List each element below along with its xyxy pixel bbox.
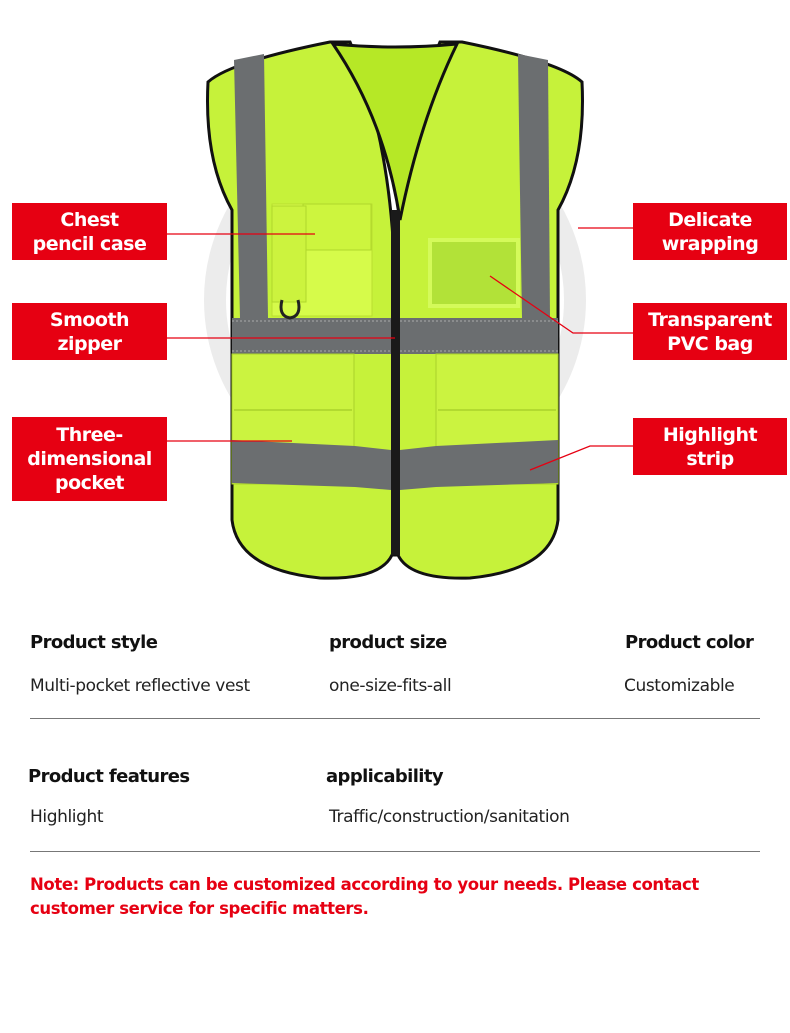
spec-value-size: one-size-fits-all [329,676,452,696]
pvc-pocket [430,240,518,306]
spec-value-applicability: Traffic/construction/sanitation [329,807,570,827]
callout-delicate-wrapping: Delicate wrapping [633,203,787,260]
customization-note: Note: Products can be customized according to your needs. Please contact customer service for specific matters. [30,875,699,918]
divider [30,851,760,852]
right-shoulder-strip [518,54,550,318]
spec-value-color: Customizable [624,676,735,696]
divider [30,718,760,719]
spec-label-color: Product color [625,632,754,653]
zipper [391,210,400,555]
spec-label-features: Product features [28,766,190,787]
callout-highlight-strip: Highlight strip [633,418,787,475]
callout-three-dimensional-pocket: Three- dimensional pocket [12,417,167,501]
lower-strip [400,440,558,490]
spec-value-style: Multi-pocket reflective vest [30,676,250,696]
spec-label-style: Product style [30,632,158,653]
callout-transparent-pvc-bag: Transparent PVC bag [633,303,787,360]
callout-smooth-zipper: Smooth zipper [12,303,167,360]
spec-label-applicability: applicability [326,766,444,787]
spec-label-size: product size [329,632,447,653]
spec-value-features: Highlight [30,807,104,827]
callout-chest-pencil-case: Chest pencil case [12,203,167,260]
left-shoulder-strip [234,54,268,318]
